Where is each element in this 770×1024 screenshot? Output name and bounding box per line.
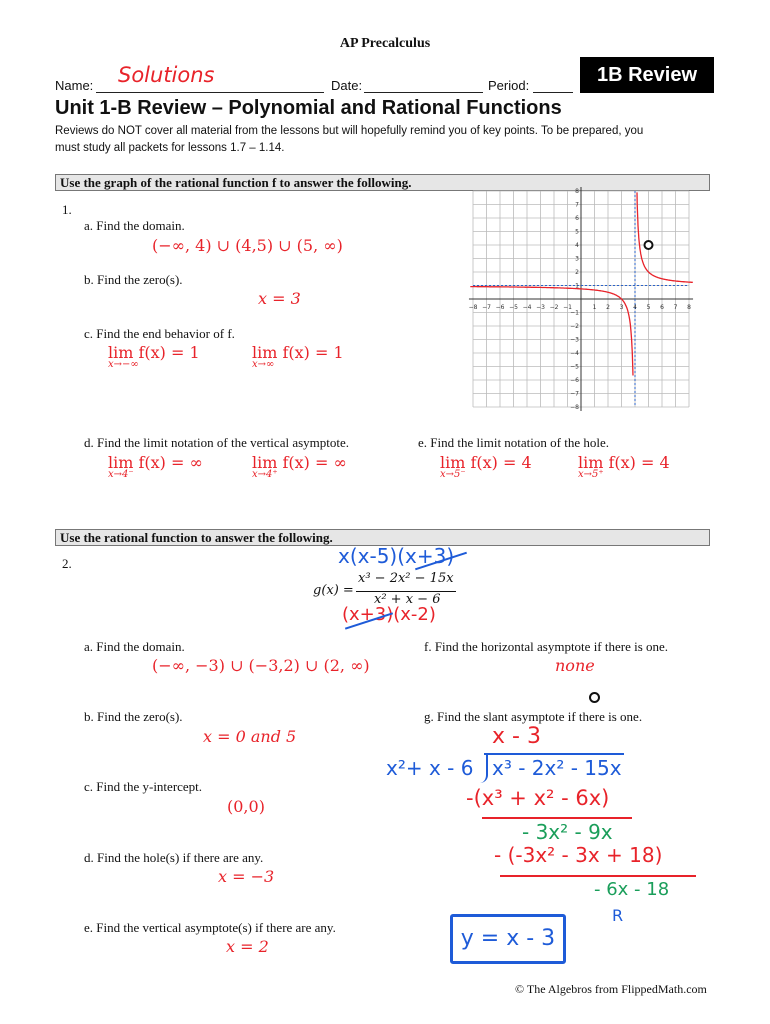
intro-line-1: Reviews do NOT cover all material from the lessons but will hopefully remind you of key points. To be prepared, you [55,125,644,137]
function-numerator: x³ − 2x² − 15x [358,571,454,586]
division-r-mark: R [612,906,624,925]
section2-header: Use the rational function to answer the following. [55,529,710,546]
hand-factored-denominator: (x+3)(x-2) [342,604,436,625]
q1-number: 1. [62,202,72,217]
q1d-answer-right: lim f(x) = ∞ x→4⁺ [252,453,347,480]
graph-grid [469,187,693,411]
hand-factored-numerator: x(x-5)(x+3) [338,544,455,568]
x-tick-label: 7 [673,304,678,311]
q2e-question: e. Find the vertical asymptote(s) if there are any. [84,920,336,935]
y-tick-label: 7 [575,201,579,209]
x-tick-label: −4 [522,304,532,311]
review-badge: 1B Review [580,57,714,93]
x-tick-label: −1 [563,304,572,311]
date-label: Date: [331,78,363,93]
y-tick-label: 2 [575,269,579,276]
period-line[interactable] [533,92,573,93]
y-tick-label: −2 [570,323,579,330]
y-tick-label: −5 [570,363,579,371]
q1a-question: a. Find the domain. [84,218,185,233]
curve-right-branch [637,192,693,282]
y-tick-label: −4 [570,350,579,357]
x-tick-label: 3 [619,304,624,311]
q1d-question: d. Find the limit notation of the vertical asymptote. [84,435,350,450]
x-tick-label: 5 [646,304,651,311]
division-subtract-2: - (-3x² - 3x + 18) [494,843,663,867]
rational-function-graph [468,188,704,415]
division-subtract-1: -(x³ + x² - 6x) [466,786,610,810]
q2f-question: f. Find the horizontal asymptote if there is one. [424,639,669,654]
q1c-question: c. Find the end behavior of f. [84,326,235,341]
q2b-answer: x = 0 and 5 [203,727,297,746]
q2g-question: g. Find the slant asymptote if there is one. [424,709,643,724]
x-tick-label: 1 [592,304,597,311]
x-tick-label: −8 [468,304,478,311]
q2a-question: a. Find the domain. [84,639,185,654]
slant-asymptote-boxed-answer: y = x - 3 [450,914,566,964]
q2d-answer: x = −3 [218,867,275,886]
division-divisor: x²+ x - 6 [386,756,474,780]
function-label: g(x) = [313,583,354,598]
page-title: Unit 1-B Review – Polynomial and Rational Functions [55,97,562,119]
y-tick-label: −6 [570,377,579,384]
x-tick-label: −6 [495,304,505,311]
division-bar-top [484,753,624,755]
date-line[interactable] [364,92,483,93]
hole-point [645,241,653,249]
course-title: AP Precalculus [339,36,431,51]
footer-copyright: © The Algebros from FlippedMath.com [515,982,707,996]
q2b-question: b. Find the zero(s). [84,709,183,724]
q1e-question: e. Find the limit notation of the hole. [418,435,610,450]
graph-curve [470,192,693,375]
name-label: Name: [55,78,94,93]
q1c-answer-right: lim f(x) = 1 x→∞ [252,343,344,370]
division-bracket [478,753,488,783]
q2a-answer: (−∞, −3) ∪ (−3,2) ∪ (2, ∞) [152,656,370,675]
division-quotient: x - 3 [492,724,541,749]
y-tick-label: −1 [570,309,579,317]
period-label: Period: [488,78,530,93]
q1e-answer-left: lim f(x) = 4 x→5⁻ [440,453,532,480]
x-tick-label: −7 [482,304,491,311]
section1-header: Use the graph of the rational function f to answer the following. [55,174,710,191]
x-tick-label: 2 [606,304,610,311]
y-tick-label: 1 [575,282,579,290]
q2f-answer: none [555,656,595,675]
x-tick-label: −3 [536,304,545,311]
q1e-answer-right: lim f(x) = 4 x→5⁺ [578,453,670,480]
y-tick-label: −3 [570,336,579,344]
division-line-2 [500,875,696,877]
y-tick-label: −7 [570,390,579,398]
q2e-answer: x = 2 [226,937,269,956]
division-remainder-2: - 6x - 18 [594,879,670,900]
x-tick-label: −2 [549,304,559,311]
q2d-question: d. Find the hole(s) if there are any. [84,850,264,865]
division-remainder-1: - 3x² - 9x [522,820,613,844]
x-tick-label: 6 [660,304,664,311]
q1d-answer-left: lim f(x) = ∞ x→4⁻ [108,453,203,480]
y-tick-label: 3 [575,255,579,263]
q2c-question: c. Find the y-intercept. [84,779,203,794]
division-dividend: x³ - 2x² - 15x [492,756,622,780]
name-line[interactable] [96,92,324,93]
y-tick-label: 8 [575,188,579,195]
curve-left-branch [470,287,633,376]
x-tick-label: 8 [687,304,691,311]
x-tick-label: −5 [509,304,518,311]
q1b-question: b. Find the zero(s). [84,272,183,287]
q2c-answer: (0,0) [227,797,265,816]
name-value: Solutions [118,63,215,87]
division-line-1 [482,817,632,819]
q1a-answer: (−∞, 4) ∪ (4,5) ∪ (5, ∞) [152,236,343,255]
q2-number: 2. [62,556,72,571]
q1b-answer: x = 3 [258,289,301,308]
x-tick-label: 4 [633,304,637,311]
hole-circle-mark [589,692,600,703]
function-denominator: x² + x − 6 [374,592,441,607]
y-tick-label: −8 [570,404,579,411]
q1c-answer-left: lim f(x) = 1 x→−∞ [108,343,200,370]
y-tick-label: 6 [575,215,579,222]
y-tick-label: 5 [575,228,579,236]
y-tick-label: 4 [575,242,579,249]
intro-line-2: must study all packets for lessons 1.7 – 1.14. [55,142,285,154]
